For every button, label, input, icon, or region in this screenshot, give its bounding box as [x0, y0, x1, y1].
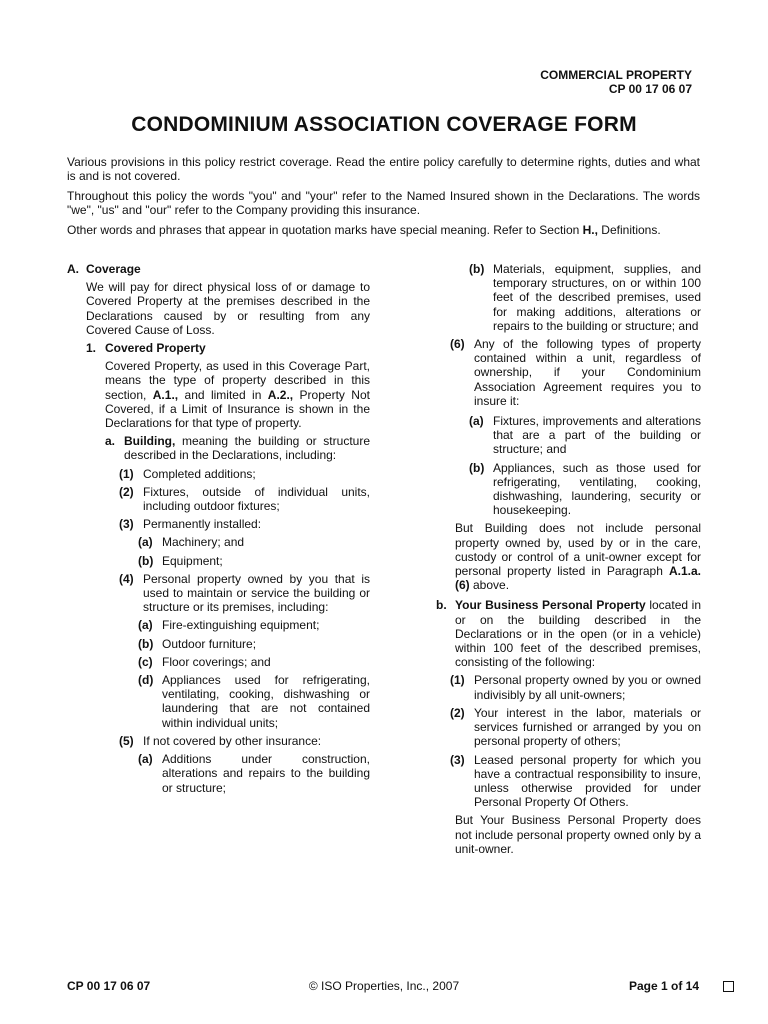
- list-item: [429, 262, 701, 333]
- body-text: Covered Property, as used in this Coverage Part, means the type of property described in this section,: [105, 359, 370, 402]
- list-item: [429, 673, 701, 701]
- body-text: Property Not Covered, if a Limit of Insurance is shown in the Declarations for that type of property.: [105, 387, 370, 431]
- item-marker: (a): [138, 752, 153, 767]
- list-item: [67, 467, 370, 481]
- list-item: [429, 414, 701, 457]
- item-covered-property-text: [67, 359, 370, 430]
- intro-text: Definitions.: [597, 223, 661, 237]
- body-text: Completed additions;: [143, 466, 256, 481]
- list-item: [67, 554, 370, 568]
- item-marker: (2): [450, 705, 465, 720]
- item-marker: (3): [450, 752, 465, 767]
- item-marker: (a): [138, 535, 153, 550]
- item-marker: (1): [119, 466, 134, 481]
- body-text: Appliances, such as those used for refrigerating, ventilating, cooking, dishwashing, laundering, security or housekeeping.: [493, 460, 701, 518]
- item-business-personal-property: [429, 598, 701, 669]
- item-covered-property-heading: [67, 341, 370, 355]
- body-text: Leased personal property for which you have a contractual responsibility to insure, unless otherwise provided for under Personal Property Of Others.: [474, 752, 701, 810]
- list-item: [67, 752, 370, 795]
- section-marker: A.: [67, 262, 79, 276]
- body-text: located in or on the building described in the Declarations or in the open (or in a vehicle) within 100 feet of the described premises, consisting of the following:: [455, 598, 702, 670]
- item-heading: Your Business Personal Property: [455, 598, 646, 613]
- body-text: Appliances used for refrigerating, ventilating, cooking, dishwashing or laundering that are not contained within individual units;: [162, 673, 370, 730]
- item-marker: (c): [138, 654, 153, 669]
- item-marker: (2): [119, 484, 134, 499]
- intro-text: Other words and phrases that appear in quotation marks have special meaning. Refer to Section: [67, 223, 583, 237]
- item-marker: (b): [469, 460, 485, 475]
- list-item: [429, 753, 701, 810]
- body-text: Personal property owned by you or owned indivisibly by all unit-owners;: [474, 673, 701, 702]
- item-marker: (b): [138, 553, 154, 568]
- item-marker: (4): [119, 571, 134, 586]
- body-text: Fixtures, improvements and alterations that are a part of the building or structure; and: [493, 414, 701, 457]
- item-marker: (b): [469, 262, 485, 276]
- footer-copyright: © ISO Properties, Inc., 2007: [308, 979, 460, 993]
- body-text: meaning the building or structure described in the Declarations, including:: [124, 434, 370, 463]
- bpp-exclusion-text: But Your Business Personal Property does not include personal property owned only by a unit-owner.: [455, 813, 701, 856]
- section-a-text: We will pay for direct physical loss of or damage to Covered Property at the premises described in the Declarations caused by or resulting from any Covered Cause of Loss.: [86, 280, 370, 337]
- intro-paragraph: [67, 223, 700, 237]
- body-text: Materials, equipment, supplies, and temporary structures, on or within 100 feet of the described premises, used for making additions, alterations or repairs to the building or structure; and: [493, 262, 701, 333]
- list-item: [67, 618, 370, 632]
- item-marker: b.: [436, 598, 447, 613]
- body-text: Personal property owned by you that is used to maintain or service the building or structure or its premises, including:: [143, 571, 370, 615]
- item-heading: Building,: [124, 434, 176, 449]
- item-marker: (a): [469, 414, 484, 429]
- footer-form-number: CP 00 17 06 07: [67, 979, 151, 993]
- item-marker: (b): [138, 636, 154, 651]
- header-line-program: COMMERCIAL PROPERTY: [540, 68, 692, 82]
- right-column: [429, 262, 701, 856]
- building-exclusion-text: [429, 521, 701, 592]
- list-item: [67, 673, 370, 730]
- footer-page-number: Page 1 of 14: [628, 979, 699, 993]
- body-text: Fixtures, outside of individual units, including outdoor fixtures;: [143, 484, 370, 514]
- section-heading: Coverage: [86, 262, 141, 276]
- list-item: [429, 461, 701, 518]
- checkbox-icon: [723, 981, 734, 992]
- list-item: [67, 535, 370, 549]
- body-text: Your interest in the labor, materials or services furnished or arranged by you on personal property of others;: [474, 705, 701, 749]
- list-item: [67, 655, 370, 669]
- body-text: and limited in: [178, 387, 268, 402]
- item-marker: (3): [119, 517, 134, 532]
- item-marker: (a): [138, 618, 153, 633]
- list-item: [429, 337, 701, 408]
- body-text: Fire-extinguishing equipment;: [162, 618, 320, 633]
- body-text: Any of the following types of property contained within a unit, regardless of ownership, if your Condominium Association Agreement requires you to insure it:: [474, 337, 701, 408]
- header-line-form-number: CP 00 17 06 07: [608, 82, 692, 96]
- intro-paragraph: Various provisions in this policy restrict coverage. Read the entire policy carefully to determine rights, duties and what is and is not covered.: [67, 155, 700, 183]
- document-title: CONDOMINIUM ASSOCIATION COVERAGE FORM: [131, 113, 637, 136]
- page-header: [540, 68, 692, 96]
- body-text: Additions under construction, alterations and repairs to the building or structure;: [162, 752, 370, 795]
- list-item: [67, 734, 370, 748]
- body-text: If not covered by other insurance:: [143, 733, 322, 748]
- list-item: [67, 485, 370, 513]
- body-text: above.: [469, 578, 510, 593]
- item-building: [67, 434, 370, 462]
- item-heading: Covered Property: [105, 341, 206, 356]
- item-marker: 1.: [86, 341, 97, 356]
- list-item: [67, 517, 370, 531]
- left-column: [67, 262, 370, 795]
- body-text: Machinery; and: [162, 535, 245, 550]
- list-item: [429, 706, 701, 749]
- section-reference: A.1.,: [152, 387, 179, 402]
- section-reference: A.2.,: [267, 387, 294, 402]
- body-text: Floor coverings; and: [162, 654, 271, 669]
- item-marker: (5): [119, 733, 134, 748]
- section-a-heading: [67, 262, 370, 276]
- intro-section: [67, 155, 700, 243]
- intro-paragraph: Throughout this policy the words "you" and "your" refer to the Named Insured shown in the Declarations. The words "we", "us" and "our" refer to the Company providing this insurance.: [67, 189, 700, 217]
- item-marker: (1): [450, 673, 465, 688]
- list-item: [67, 637, 370, 651]
- item-marker: (d): [138, 673, 154, 688]
- body-text: Outdoor furniture;: [162, 636, 257, 651]
- body-text: But Building does not include personal property owned by, used by or in the care, custody or control of a unit-owner except for personal property listed in Paragraph: [455, 521, 701, 579]
- item-marker: a.: [105, 434, 116, 449]
- item-marker: (6): [450, 337, 465, 352]
- list-item: [67, 572, 370, 615]
- section-reference: A.1.a.(6): [455, 564, 701, 593]
- body-text: Permanently installed:: [143, 517, 262, 532]
- section-reference: H.,: [582, 223, 598, 237]
- body-text: Equipment;: [162, 553, 223, 568]
